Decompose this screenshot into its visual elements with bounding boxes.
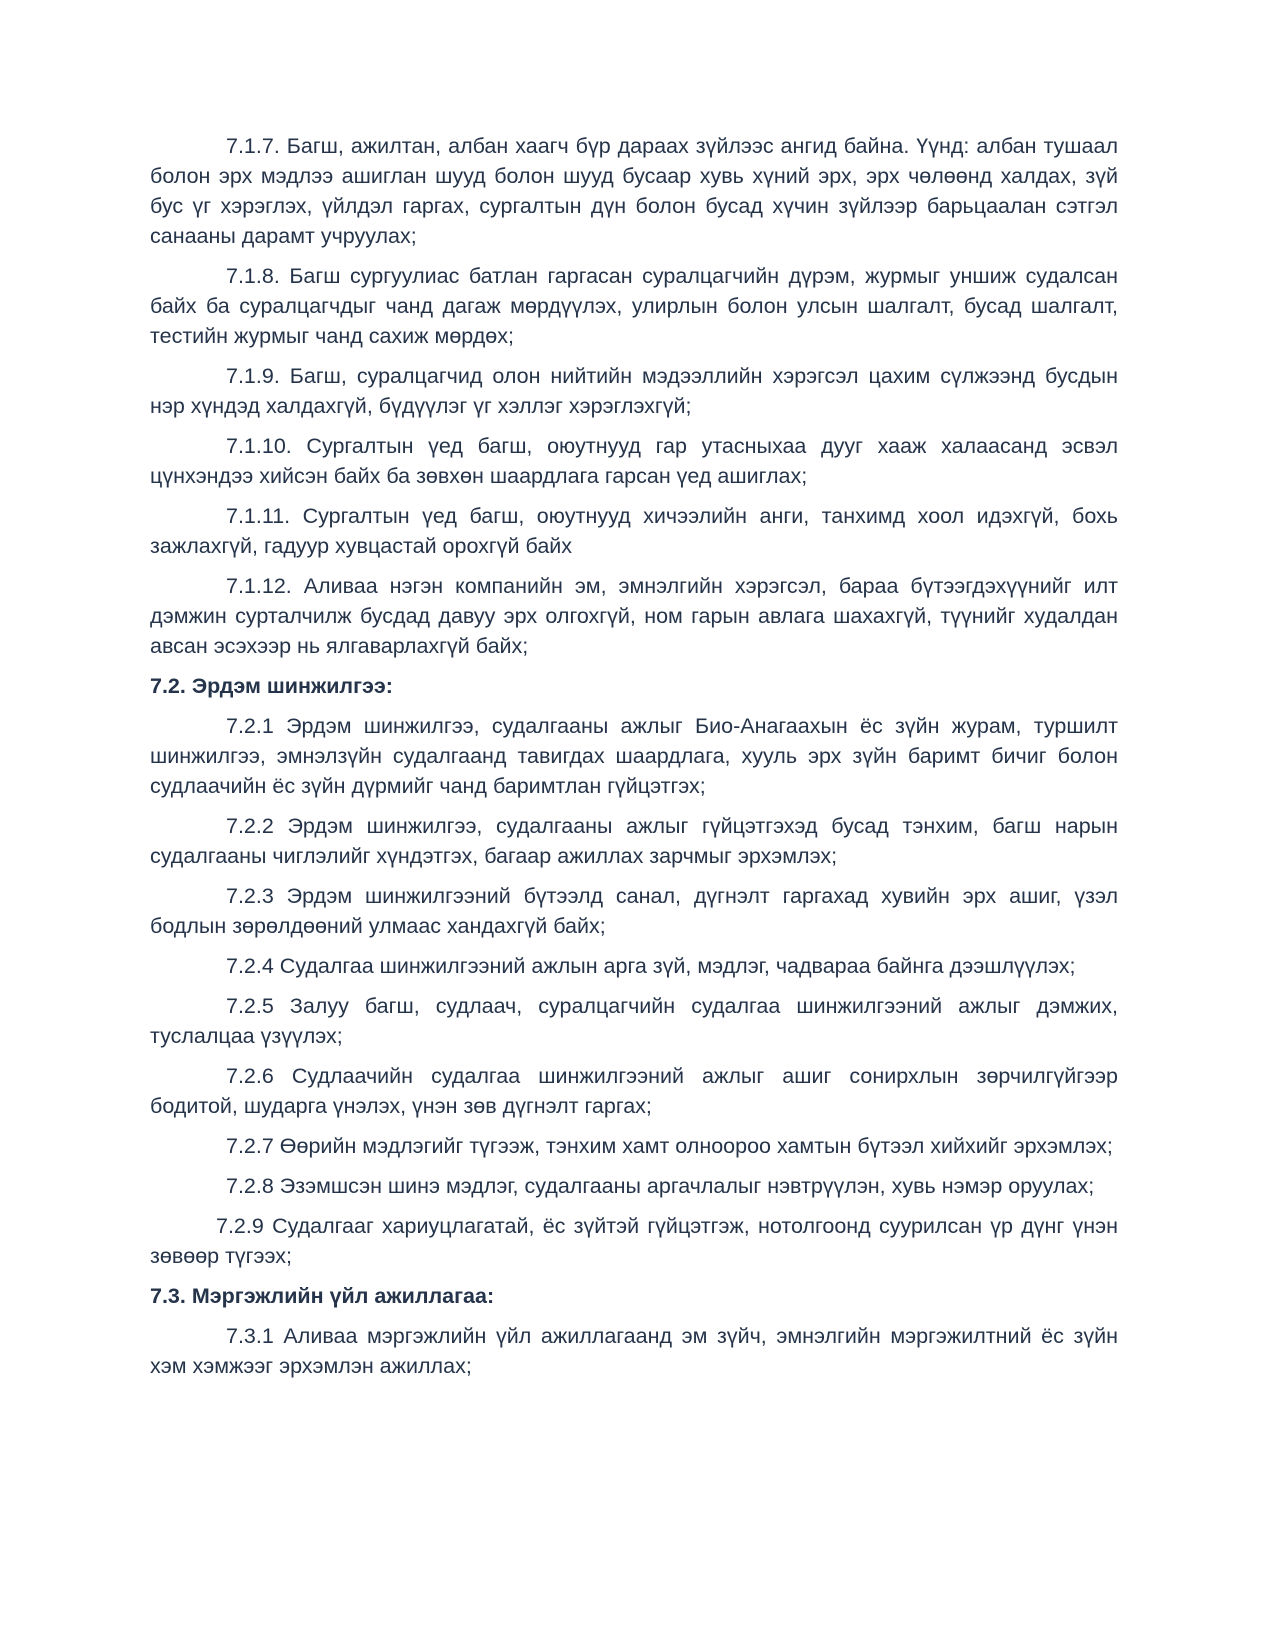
- paragraph-7-2-8: 7.2.8 Эзэмшсэн шинэ мэдлэг, судалгааны аргачлалыг нэвтрүүлэн, хувь нэмэр оруулах;: [226, 1174, 1095, 1198]
- paragraph-7-1-8: 7.1.8. Багш сургуулиас батлан гаргасан суралцагчийн дүрэм, журмыг уншиж судалсан байх ба суралцагчдыг чанд дагаж мөрдүүлэх, улирлын болон улсын шалгалт, бусад шалгалт, тестийн журмыг чанд сахиж мөрдөх;: [150, 264, 1118, 348]
- paragraph-7-2-3: 7.2.3 Эрдэм шинжилгээний бүтээлд санал, дүгнэлт гаргахад хувийн эрх ашиг, үзэл бодлын зөрөлдөөний улмаас хандахгүй байх;: [150, 884, 1118, 938]
- section-heading-7-2: 7.2. Эрдэм шинжилгээ:: [150, 674, 393, 698]
- paragraph-7-1-7: 7.1.7. Багш, ажилтан, албан хаагч бүр дараах зүйлээс ангид байна. Үүнд: албан тушаал болон эрх мэдлээ ашиглан шууд болон шууд бусаар хувь хүний эрх, эрх чөлөөнд халдах, зүй бус үг хэрэглэх, үйлдэл гаргах, сургалтын дүн болон бусад хүчин зүйлээр барьцаалан сэтгэл санааны дарамт учруулах;: [150, 134, 1118, 248]
- paragraph-7-2-5: 7.2.5 Залуу багш, судлаач, суралцагчийн судалгаа шинжилгээний ажлыг дэмжих, туслалцаа үзүүлэх;: [150, 994, 1118, 1048]
- paragraph-7-1-10: 7.1.10. Сургалтын үед багш, оюутнууд гар утасныхаа дууг хааж халаасанд эсвэл цүнхэндээ хийсэн байх ба зөвхөн шаардлага гарсан үед ашиглах;: [150, 434, 1118, 488]
- section-heading-7-3: 7.3. Мэргэжлийн үйл ажиллагаа:: [150, 1284, 495, 1308]
- paragraph-7-2-6: 7.2.6 Судлаачийн судалгаа шинжилгээний ажлыг ашиг сонирхлын зөрчилгүйгээр бодитой, шударга үнэлэх, үнэн зөв дүгнэлт гаргах;: [150, 1064, 1118, 1118]
- paragraph-7-3-1: 7.3.1 Аливаа мэргэжлийн үйл ажиллагаанд эм зүйч, эмнэлгийн мэргэжилтний ёс зүйн хэм хэмжээг эрхэмлэн ажиллах;: [150, 1324, 1118, 1378]
- paragraph-7-2-7: 7.2.7 Өөрийн мэдлэгийг түгээж, тэнхим хамт олноороо хамтын бүтээл хийхийг эрхэмлэх;: [226, 1134, 1113, 1158]
- paragraph-7-1-12: 7.1.12. Аливаа нэгэн компанийн эм, эмнэлгийн хэрэгсэл, бараа бүтээгдэхүүнийг илт дэмжин сурталчилж бусдад давуу эрх олгохгүй, ном гарын авлага шахахгүй, түүнийг худалдан авсан эсэхээр нь ялгаварлахгүй байх;: [150, 574, 1118, 658]
- document-page: [150, 131, 1118, 1391]
- paragraph-7-2-4: 7.2.4 Судалгаа шинжилгээний ажлын арга зүй, мэдлэг, чадвараа байнга дээшлүүлэх;: [226, 954, 1076, 978]
- paragraph-7-2-1: 7.2.1 Эрдэм шинжилгээ, судалгааны ажлыг Био-Анагаахын ёс зүйн журам, туршилт шинжилгээ, эмнэлзүйн судалгаанд тавигдах шаардлага, хууль эрх зүйн баримт бичиг болон судлаачийн ёс зүйн дүрмийг чанд баримтлан гүйцэтгэх;: [150, 714, 1118, 798]
- paragraph-7-2-9: 7.2.9 Судалгааг хариуцлагатай, ёс зүйтэй гүйцэтгэж, нотолгоонд суурилсан үр дүнг үнэн зөвөөр түгээх;: [150, 1214, 1118, 1268]
- paragraph-7-1-9: 7.1.9. Багш, суралцагчид олон нийтийн мэдээллийн хэрэгсэл цахим сүлжээнд бусдын нэр хүндэд халдахгүй, бүдүүлэг үг хэллэг хэрэглэхгүй;: [150, 364, 1118, 418]
- paragraph-7-2-2: 7.2.2 Эрдэм шинжилгээ, судалгааны ажлыг гүйцэтгэхэд бусад тэнхим, багш нарын судалгааны чиглэлийг хүндэтгэх, багаар ажиллах зарчмыг эрхэмлэх;: [150, 814, 1118, 868]
- paragraph-7-1-11: 7.1.11. Сургалтын үед багш, оюутнууд хичээлийн анги, танхимд хоол идэхгүй, бохь зажлахгүй, гадуур хувцастай орохгүй байх: [150, 504, 1118, 558]
